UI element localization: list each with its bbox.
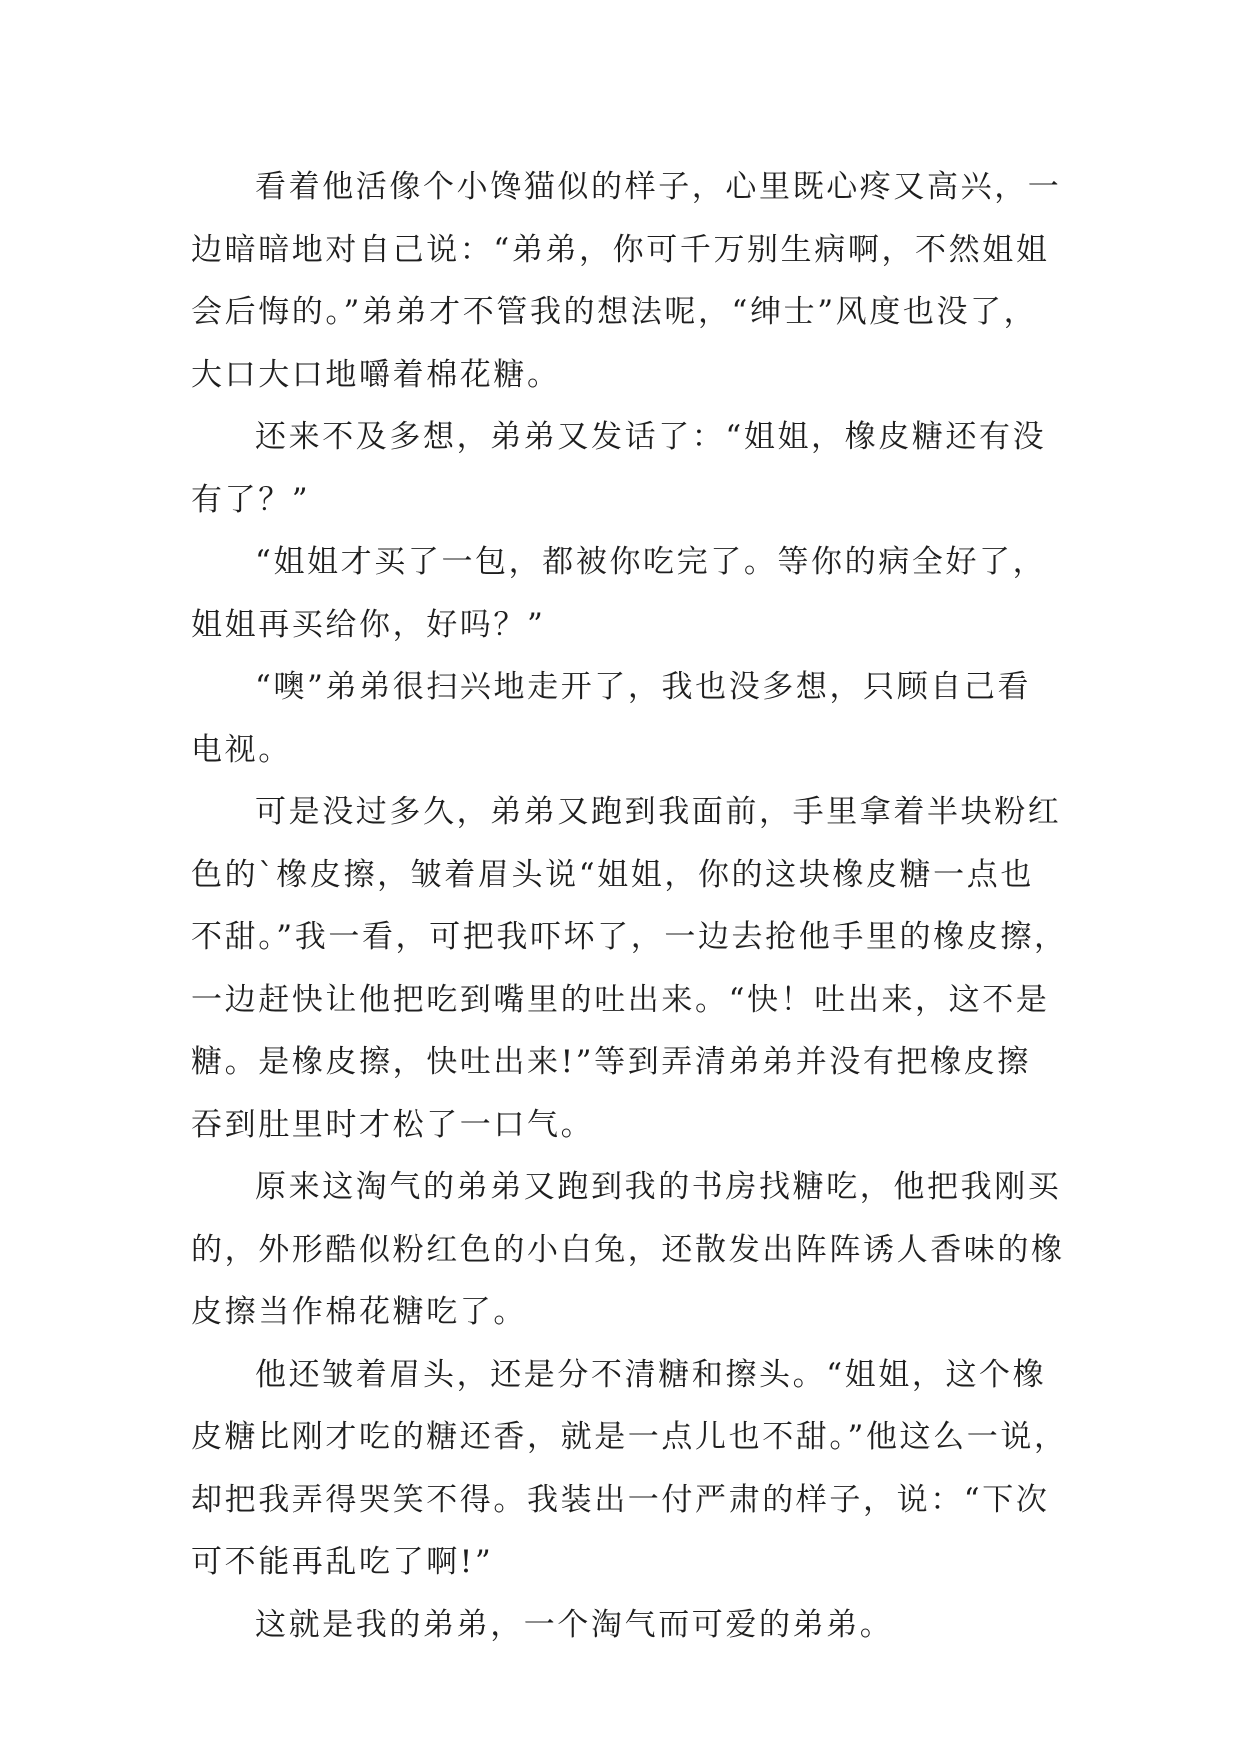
text-line: 他还皱着眉头，还是分不清糖和擦头。“姐姐，这个橡 (255, 1356, 1047, 1393)
text-line: 电视。 (191, 731, 292, 768)
paragraph (191, 156, 1061, 406)
text-line: “噢”弟弟很扫兴地走开了，我也没多想，只顾自己看 (255, 669, 1032, 705)
text-line: 会后悔的。”弟弟才不管我的想法呢，“绅士”风度也没了， (191, 294, 1038, 330)
text-line: 原来这淘气的弟弟又跑到我的书房找糖吃，他把我刚买 (255, 1169, 1062, 1205)
text-line: 吞到肚里时才松了一口气。 (191, 1106, 595, 1143)
text-line: 还来不及多想，弟弟又发话了：“姐姐，橡皮糖还有没 (255, 419, 1047, 455)
text-line: 边暗暗地对自己说：“弟弟，你可千万别生病啊，不然姐姐 (191, 231, 1050, 268)
text-line: 糖。是橡皮擦，快吐出来!”等到弄清弟弟并没有把橡皮擦 (191, 1044, 1031, 1080)
text-line: 看着他活像个小馋猫似的样子，心里既心疼又高兴，一 (255, 169, 1062, 205)
text-line: 的，外形酷似粉红色的小白兔，还散发出阵阵诱人香味的橡 (191, 1231, 1065, 1268)
text-line: 有了？” (191, 481, 311, 518)
paragraph (191, 1594, 1061, 1657)
text-line: 大口大口地嚼着棉花糖。 (191, 356, 561, 393)
text-line: 却把我弄得哭笑不得。我装出一付严肃的样子，说：“下次 (191, 1481, 1050, 1518)
text-line: 皮擦当作棉花糖吃了。 (191, 1294, 527, 1330)
paragraph (191, 781, 1068, 1156)
paragraph (191, 406, 1061, 531)
paragraph (191, 1156, 1065, 1344)
paragraph (191, 531, 1061, 656)
document-body (191, 156, 1068, 1656)
text-line: 皮糖比刚才吃的糖还香，就是一点儿也不甜。”他这么一说， (191, 1419, 1068, 1455)
text-line: 一边赶快让他把吃到嘴里的吐出来。“快！吐出来，这不是 (191, 981, 1050, 1018)
text-line: 可是没过多久，弟弟又跑到我面前，手里拿着半块粉红 (255, 794, 1062, 830)
text-line: 这就是我的弟弟，一个淘气而可爱的弟弟。 (255, 1606, 894, 1643)
text-line: 姐姐再买给你，好吗？” (191, 606, 546, 643)
text-line: “姐姐才买了一包，都被你吃完了。等你的病全好了， (255, 544, 1047, 580)
text-line: 不甜。”我一看，可把我吓坏了，一边去抢他手里的橡皮擦， (191, 919, 1068, 955)
paragraph (191, 1344, 1068, 1594)
text-line: 可不能再乱吃了啊!” (191, 1544, 494, 1580)
text-line: 色的`橡皮擦，皱着眉头说“姐姐，你的这块橡皮糖一点也 (191, 856, 1034, 893)
paragraph (191, 656, 1061, 781)
